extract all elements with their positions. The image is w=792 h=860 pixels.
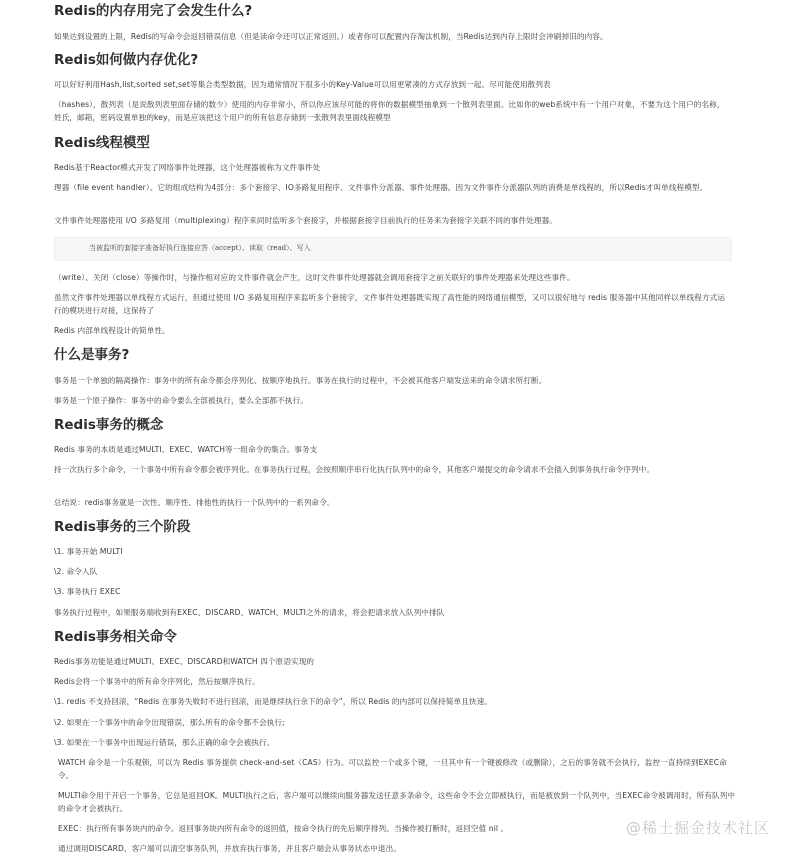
list-item: \3. 如果在一个事务中出现运行错误，那么正确的命令会被执行。: [54, 738, 275, 747]
code-block: [54, 237, 732, 261]
paragraph: EXEC：执行所有事务块内的命令。返回事务块内所有命令的返回值，按命令执行的先后顺序排列。当操作被打断时，返回空值 nil 。: [58, 824, 509, 833]
paragraph: 事务执行过程中，如果服务端收到有EXEC、DISCARD、WATCH、MULTI之外的请求，将会把请求放入队列中排队: [54, 608, 445, 617]
paragraph: 事务是一个单独的隔离操作：事务中的所有命令都会序列化、按顺序地执行。事务在执行的过程中，不会被其他客户端发送来的命令请求所打断。: [54, 376, 547, 385]
paragraph: 通过调用DISCARD，客户端可以清空事务队列，并放弃执行事务，并且客户端会从事务状态中退出。: [58, 844, 401, 853]
paragraph: Redis会将一个事务中的所有命令序列化，然后按顺序执行。: [54, 677, 260, 686]
paragraph: Redis 事务的本质是通过MULTI、EXEC、WATCH等一组命令的集合。事务支: [54, 445, 318, 454]
paragraph: （write）、关闭（close）等操作时，与操作相对应的文件事件就会产生，这时文件事件处理器就会调用套接字之前关联好的事件处理器来处理这些事件。: [54, 273, 575, 282]
heading-thread-model: Redis线程模型: [54, 135, 150, 151]
paragraph: MULTI命令用于开启一个事务，它总是返回OK。MULTI执行之后，客户端可以继续向服务器发送任意多条命令，这些命令不会立即被执行，而是被放到一个队列中，当EXEC命令被调用时，所有队列中的命令才会被执行。: [58, 791, 736, 813]
code-text: 当被监听的套接字准备好执行连接应答（accept）、读取（read）、写入: [89, 244, 311, 252]
site-watermark: @稀土掘金技术社区: [625, 819, 770, 837]
heading-what-is-transaction: 什么是事务?: [54, 347, 130, 363]
list-item: \1. redis 不支持回滚，“Redis 在事务失败时不进行回滚，而是继续执行余下的命令”，所以 Redis 的内部可以保持简单且快速。: [54, 697, 492, 706]
paragraph: 理器（file event handler）。它的组成结构为4部分：多个套接字、IO多路复用程序、文件事件分派器、事件处理器。因为文件事件分派器队列的消费是单线程的，所以Redis才叫单线程模型。: [54, 183, 708, 192]
paragraph: 如果达到设置的上限，Redis的写命令会返回错误信息（但是读命令还可以正常返回。）或者你可以配置内存淘汰机制，当Redis达到内存上限时会冲刷掉旧的内容。: [54, 32, 608, 41]
heading-transaction-phases: Redis事务的三个阶段: [54, 519, 191, 535]
paragraph: Redis基于Reactor模式开发了网络事件处理器，这个处理器被称为文件事件处: [54, 163, 321, 172]
paragraph: 事务是一个原子操作：事务中的命令要么全部被执行，要么全部都不执行。: [54, 396, 308, 405]
paragraph: 可以好好利用Hash,list,sorted set,set等集合类型数据，因为通常情况下很多小的Key-Value可以用更紧凑的方式存放到一起。尽可能使用散列表: [54, 80, 551, 89]
heading-transaction-concept: Redis事务的概念: [54, 417, 164, 433]
list-item: \2. 如果在一个事务中的命令出现错误，那么所有的命令都不会执行;: [54, 718, 285, 727]
paragraph: 持一次执行多个命令，一个事务中所有命令都会被序列化。在事务执行过程，会按照顺序串行化执行队列中的命令，其他客户端提交的命令请求不会插入到事务执行命令序列中。: [54, 465, 655, 474]
paragraph: （hashes），散列表（是说散列表里面存储的数少）使用的内存非常小，所以你应该尽可能的将你的数据模型抽象到一个散列表里面。比如你的web系统中有一个用户对象，不要为这个用户的名称，姓氏，邮箱，密码设置单独的key，而是应该把这个用户的所有信息存储到一张散列表里面线程模型: [54, 100, 725, 122]
paragraph: WATCH 命令是一个乐观锁，可以为 Redis 事务提供 check-and-set（CAS）行为。可以监控一个或多个键，一旦其中有一个键被修改（或删除），之后的事务就不会执行，监控一直持续到EXEC命令。: [58, 758, 727, 780]
paragraph: Redis事务功能是通过MULTI、EXEC、DISCARD和WATCH 四个原语实现的: [54, 657, 315, 666]
paragraph: 虽然文件事件处理器以单线程方式运行，但通过使用 I/O 多路复用程序来监听多个套接字，文件事件处理器既实现了高性能的网络通信模型，又可以很好地与 redis 服务器中其他同样以单线程方式运行的模块进行对接，这保持了: [54, 293, 726, 315]
paragraph: 总结说：redis事务就是一次性、顺序性、排他性的执行一个队列中的一系列命令。: [54, 498, 335, 507]
heading-memory-optimization: Redis如何做内存优化?: [54, 52, 199, 68]
paragraph: 文件事件处理器使用 I/O 多路复用（multiplexing）程序来同时监听多个套接字，并根据套接字目前执行的任务来为套接字关联不同的事件处理器。: [54, 216, 557, 225]
paragraph: Redis 内部单线程设计的简单性。: [54, 326, 170, 335]
heading-transaction-commands: Redis事务相关命令: [54, 629, 177, 645]
list-item: \1. 事务开始 MULTI: [54, 547, 123, 556]
list-item: \2. 命令入队: [54, 567, 98, 576]
heading-memory-full: Redis的内存用完了会发生什么?: [54, 3, 253, 19]
list-item: \3. 事务执行 EXEC: [54, 587, 121, 596]
